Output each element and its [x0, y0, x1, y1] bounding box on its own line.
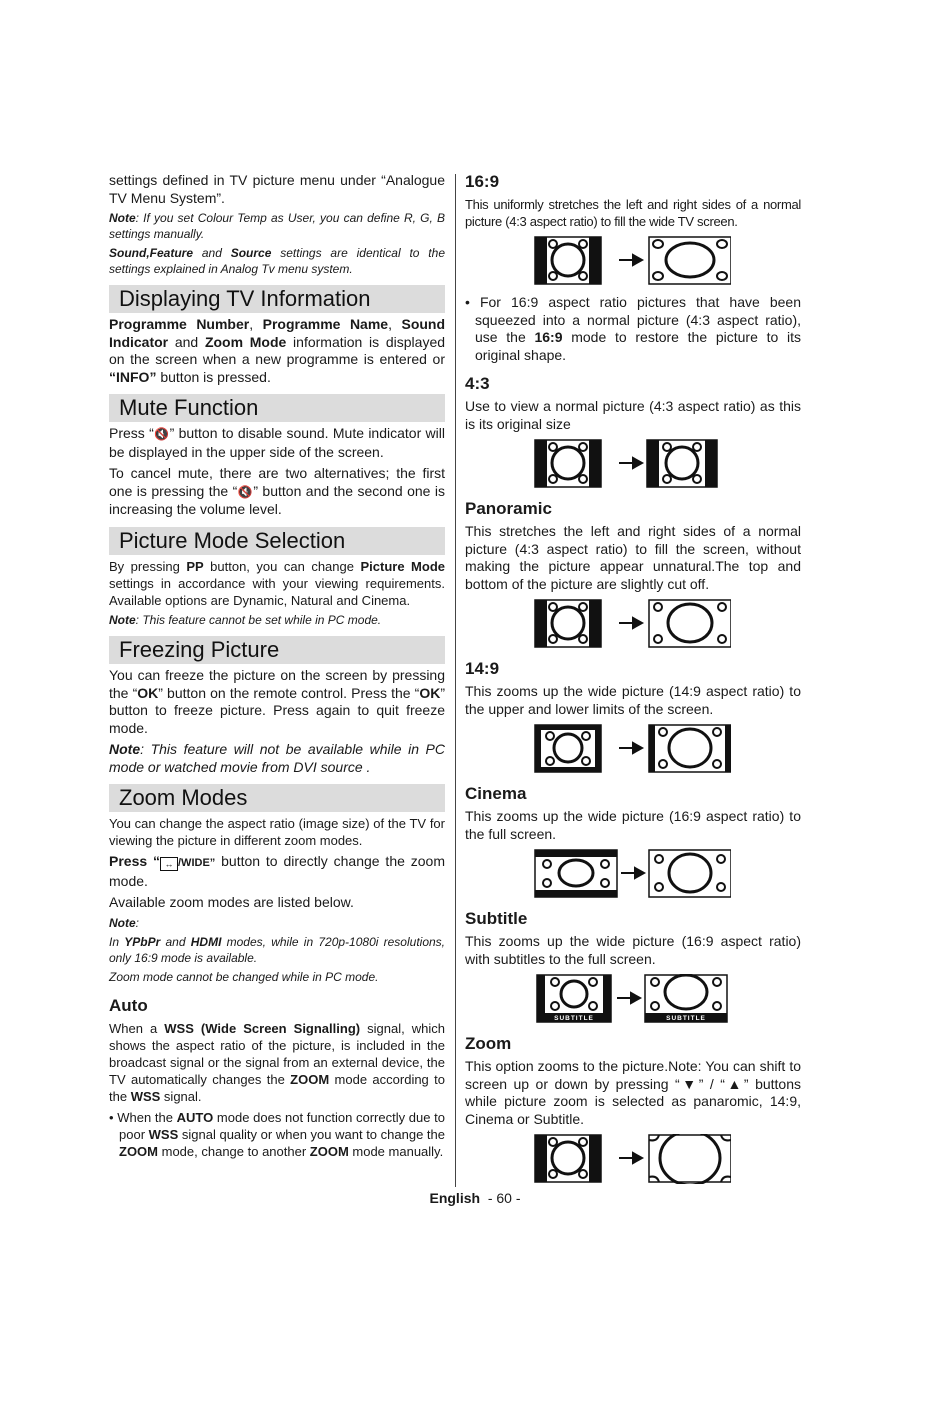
section-title-freeze: Freezing Picture [109, 636, 445, 664]
zoom-43-diagram [531, 439, 731, 489]
mode-panoramic-heading: Panoramic [465, 499, 552, 518]
auto-heading: Auto [109, 995, 148, 1015]
picture-mode-text: By pressing PP button, you can change Picture Mode settings in accordance with your viewing requirements. Available options are Dynamic, Natural and Cinema. [109, 558, 445, 608]
zoom-149-diagram [531, 724, 731, 774]
mute-icon: 🔇 [153, 427, 170, 441]
auto-bullet: • When the AUTO mode does not function correctly due to poor WSS signal quality or when you want to change the ZOOM mode, change to another ZOOM mode manually. [109, 1109, 445, 1159]
mode-149-text: This zooms up the wide picture (14:9 aspect ratio) to the upper and lower limits of the screen. [465, 683, 801, 717]
mode-zoom-text: This option zooms to the picture.Note: You can shift to screen up or down by pressing “▼” / “▲” buttons while picture zoom is selected as panaromic, 14:9, Cinema or Subtitle. [465, 1058, 801, 1127]
note-sound-feature: Sound,Feature and Source settings are identical to the settings explained in Analog Tv menu system. [109, 246, 445, 276]
figure-43 [465, 439, 801, 489]
zoom-cinema-diagram [531, 849, 731, 899]
zoom-modes-text-3: Available zoom modes are listed below. [109, 894, 354, 910]
figure-subtitle [465, 974, 801, 1024]
mode-panoramic-text: This stretches the left and right sides of a normal picture (4:3 aspect ratio) to fill the screen, without making the picture appear unnatural.The top and bottom of the picture are slightly cut off. [465, 523, 801, 592]
mute-icon: 🔇 [237, 484, 254, 499]
page-footer [0, 1190, 950, 1206]
section-title-picture-mode: Picture Mode Selection [109, 527, 445, 555]
mode-cinema-heading: Cinema [465, 784, 527, 803]
mode-subtitle-heading: Subtitle [465, 909, 528, 928]
zoom-zoom-diagram [531, 1134, 731, 1184]
mute-text-1: Press “🔇” button to disable sound. Mute indicator will be displayed in the upper side of the screen. [109, 425, 445, 460]
picture-mode-note: Note: This feature cannot be set while in PC mode. [109, 612, 382, 627]
mode-169-heading: 16:9 [465, 172, 500, 191]
mode-subtitle-text: This zooms up the wide picture (16:9 aspect ratio) with subtitles to the full screen. [465, 933, 801, 967]
column-divider [455, 174, 456, 1187]
zoom-note-1: In YPbPr and HDMI modes, while in 720p-1080i resolutions, only 16:9 mode is available. [109, 935, 445, 965]
zoom-modes-text-2: Press “ ↔ /WIDE” button to directly change the zoom mode. [109, 853, 445, 889]
zoom-169-diagram [531, 236, 731, 286]
figure-panoramic [465, 599, 801, 649]
section-title-mute: Mute Function [109, 394, 445, 422]
mode-149-heading: 14:9 [465, 659, 500, 678]
left-column [109, 172, 445, 1164]
freeze-text: You can freeze the picture on the screen by pressing the “OK” button on the remote control. Press the “OK” button to freeze picture. Press again to quit freeze mode. [109, 667, 445, 736]
section-title-displaying: Displaying TV Information [109, 285, 445, 313]
zoom-panoramic-diagram [531, 599, 731, 649]
intro-text: settings defined in TV picture menu under “Analogue TV Menu System”. [109, 172, 445, 206]
mode-cinema-text: This zooms up the wide picture (16:9 aspect ratio) to the full screen. [465, 808, 801, 842]
displaying-text: Programme Number, Programme Name, Sound Indicator and Zoom Mode information is displayed on the screen when a new programme is entered or “INFO” button is pressed. [109, 316, 446, 385]
figure-cinema [465, 849, 801, 899]
mode-169-bullet: • For 16:9 aspect ratio pictures that have been squeezed into a normal picture (4:3 aspect ratio), use the 16:9 mode to restore the picture to its original shape. [465, 294, 801, 363]
mode-zoom-heading: Zoom [465, 1034, 512, 1053]
zoom-note-label: Note: [109, 915, 140, 930]
subtitle-label-before: SUBTITLE [554, 1015, 594, 1022]
zoom-modes-text-1: You can change the aspect ratio (image size) of the TV for viewing the picture in different zoom modes. [109, 816, 445, 848]
right-column [465, 172, 801, 1192]
freeze-note: Note: This feature will not be available while in PC mode or watched movie from DVI source . [109, 741, 445, 775]
wide-button-icon: ↔ [160, 857, 178, 871]
figure-149 [465, 724, 801, 774]
figure-169 [465, 236, 801, 286]
auto-text: When a WSS (Wide Screen Signalling) signal, which shows the aspect ratio of the picture, is included in the broadcast signal or the signal from an external device, the TV automatically changes the ZOOM mode according to the WSS signal. [109, 1020, 445, 1104]
zoom-subtitle-diagram [531, 974, 731, 1024]
mode-43-heading: 4:3 [465, 374, 490, 393]
section-title-zoom-modes: Zoom Modes [109, 784, 445, 812]
mode-169-text: This uniformly stretches the left and right sides of a normal picture (4:3 aspect ratio) to fill the wide TV screen. [465, 197, 801, 229]
figure-zoom [465, 1134, 801, 1184]
page-number: - 60 - [480, 1190, 521, 1206]
subtitle-label-after: SUBTITLE [666, 1015, 706, 1022]
note-colour-temp: Note: If you set Colour Temp as User, you can define R, G, B settings manually. [109, 211, 445, 241]
mode-43-text: Use to view a normal picture (4:3 aspect ratio) as this is its original size [465, 398, 801, 432]
mute-text-2: To cancel mute, there are two alternatives; the first one is pressing the “🔇” button and the second one is increasing the volume level. [109, 465, 445, 517]
zoom-note-2: Zoom mode cannot be changed while in PC mode. [109, 970, 379, 984]
footer-language: English [429, 1190, 481, 1206]
